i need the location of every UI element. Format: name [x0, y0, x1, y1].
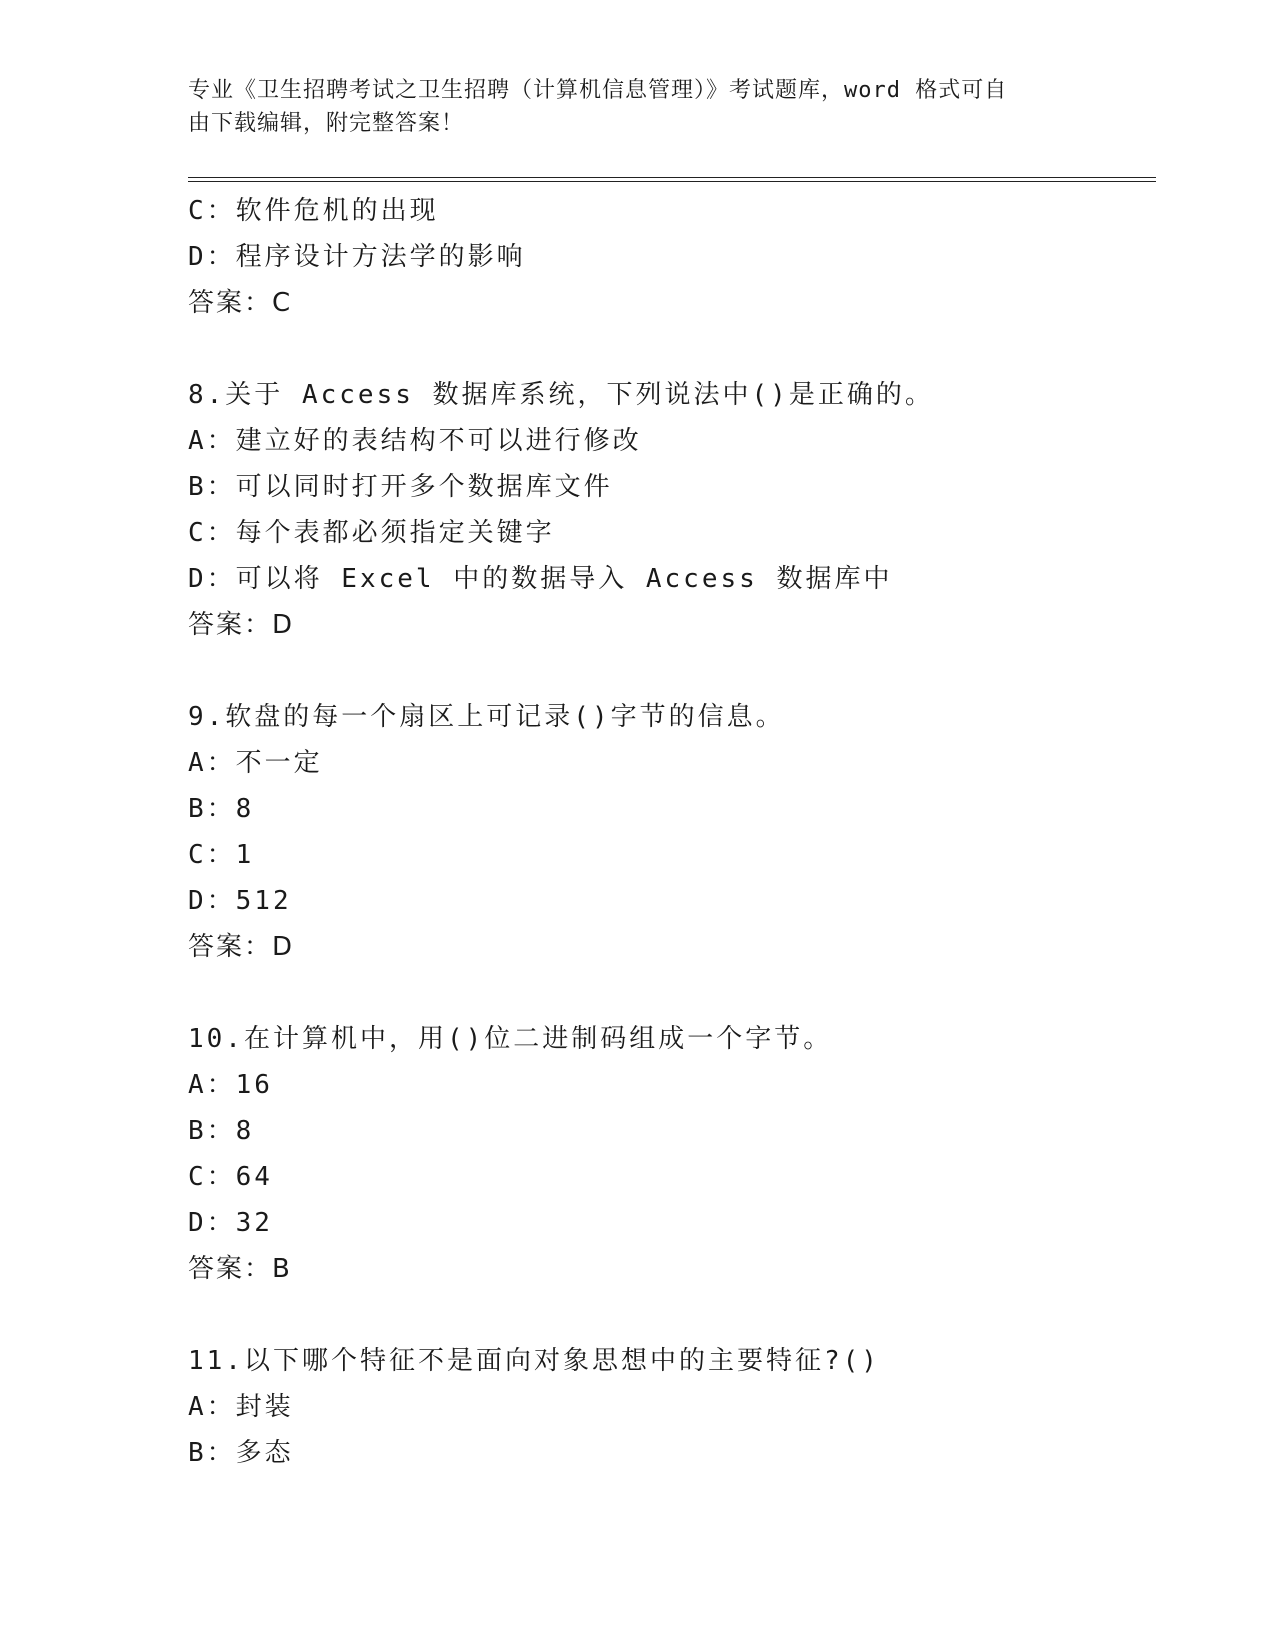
question-stem: 11.以下哪个特征不是面向对象思想中的主要特征?(): [188, 1346, 880, 1376]
header-line-1: 专业《卫生招聘考试之卫生招聘（计算机信息管理）》考试题库，word 格式可自: [188, 78, 1008, 103]
question-stem: 9.软盘的每一个扇区上可记录()字节的信息。: [188, 702, 785, 732]
option-a: A：建立好的表结构不可以进行修改: [188, 426, 642, 456]
document-header: [188, 74, 1088, 140]
header-rule-bottom: [188, 181, 1156, 182]
question-stem: 8.关于 Access 数据库系统，下列说法中()是正确的。: [188, 380, 934, 410]
option-d: D：32: [188, 1208, 273, 1238]
answer: 答案：D: [188, 932, 295, 962]
option-a: A：封装: [188, 1392, 294, 1422]
option-c: C：软件危机的出现: [188, 196, 439, 226]
answer: 答案：B: [188, 1254, 292, 1284]
option-b: B：多态: [188, 1438, 294, 1468]
question-stem: 10.在计算机中，用()位二进制码组成一个字节。: [188, 1024, 833, 1054]
option-c: C：64: [188, 1162, 273, 1192]
option-b: B：8: [188, 794, 255, 824]
option-b: B：8: [188, 1116, 255, 1146]
header-rule-top: [188, 177, 1156, 178]
option-d: D：程序设计方法学的影响: [188, 242, 526, 272]
option-c: C：1: [188, 840, 255, 870]
answer: 答案：D: [188, 610, 295, 640]
header-line-2: 由下载编辑，附完整答案！: [188, 111, 465, 136]
question-list: [188, 188, 1148, 1476]
option-a: A：16: [188, 1070, 273, 1100]
answer: 答案：C: [188, 288, 293, 318]
option-d: D：可以将 Excel 中的数据导入 Access 数据库中: [188, 564, 893, 594]
option-a: A：不一定: [188, 748, 323, 778]
option-c: C：每个表都必须指定关键字: [188, 518, 555, 548]
option-d: D：512: [188, 886, 292, 916]
option-b: B：可以同时打开多个数据库文件: [188, 472, 613, 502]
